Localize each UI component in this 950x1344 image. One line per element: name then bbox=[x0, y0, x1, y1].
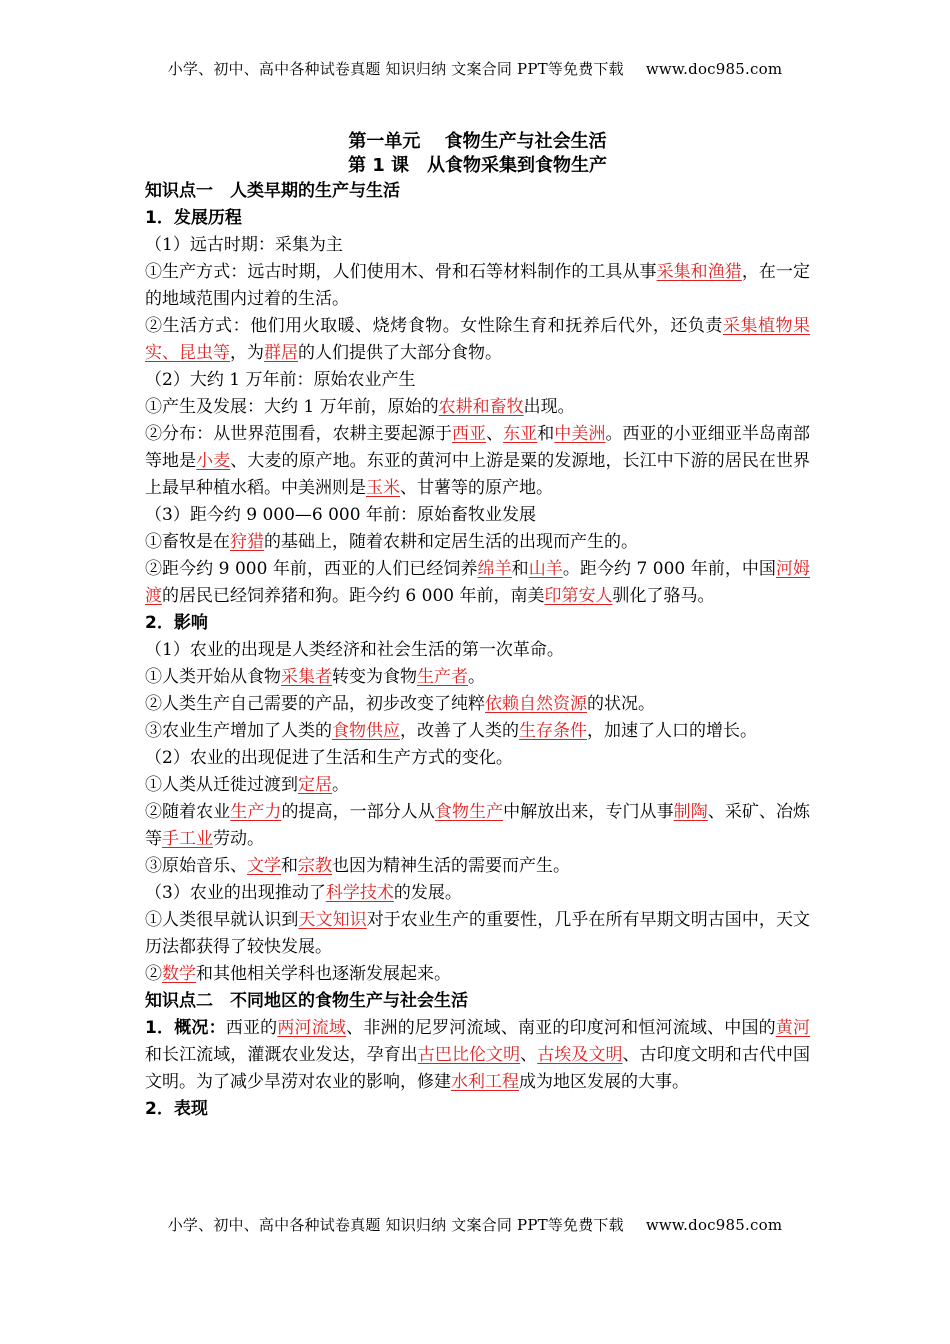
answer-blank: 生存条件 bbox=[519, 721, 587, 741]
para-impact-1: ①人类开始从食物采集者转变为食物生产者。 bbox=[145, 667, 485, 687]
answer-blank: 文学 bbox=[247, 856, 281, 876]
para-science-2: ②数学和其他相关学科也逐渐发展起来。 bbox=[145, 964, 451, 984]
answer-blank: 印第安人 bbox=[544, 586, 613, 606]
answer-blank: 采集植物果实、昆虫等 bbox=[145, 316, 811, 363]
answer-blank: 中美洲 bbox=[554, 424, 606, 444]
answer-blank: 小麦 bbox=[196, 451, 231, 471]
answer-blank: 玉米 bbox=[366, 478, 400, 498]
answer-blank: 两河流域 bbox=[277, 1018, 347, 1038]
answer-blank: 河姆渡 bbox=[145, 559, 811, 606]
answer-blank: 制陶 bbox=[673, 802, 708, 822]
answer-blank: 生产者 bbox=[417, 667, 468, 687]
para-impact-2: ②人类生产自己需要的产品，初步改变了纯粹依赖自然资源的状况。 bbox=[145, 694, 655, 714]
answer-blank: 宗教 bbox=[298, 856, 332, 876]
sub-heading-ancient: （1）远古时期：采集为主 bbox=[145, 235, 343, 255]
para-lifestyle-3: ③原始音乐、文学和宗教也因为精神生活的需要而产生。 bbox=[145, 856, 570, 876]
footer-site: www.doc985.com bbox=[645, 1216, 783, 1234]
answer-blank: 群居 bbox=[264, 343, 298, 363]
answer-blank: 古埃及文明 bbox=[537, 1045, 623, 1065]
answer-blank: 天文知识 bbox=[298, 910, 367, 930]
knowledge-point-1-heading: 知识点一 人类早期的生产与生活 bbox=[145, 181, 400, 201]
answer-blank: 黄河 bbox=[775, 1018, 811, 1038]
answer-blank: 食物生产 bbox=[434, 802, 504, 822]
section-development-heading: 1．发展历程 bbox=[145, 208, 242, 228]
section-manifestation-heading: 2．表现 bbox=[145, 1099, 208, 1119]
page-header bbox=[0, 58, 950, 79]
para-science-1: ①人类很早就认识到天文知识对于农业生产的重要性，几乎在所有早期文明古国中，天文历法都获得了较快发展。 bbox=[145, 910, 811, 957]
header-site: www.doc985.com bbox=[645, 60, 783, 78]
sub-heading-science: （3）农业的出现推动了科学技术的发展。 bbox=[145, 883, 462, 903]
answer-blank: 依赖自然资源 bbox=[485, 694, 587, 714]
para-herding-timeline: ②距今约 9 000 年前，西亚的人们已经饲养绵羊和山羊。距今约 7 000 年前，中国河姆渡的居民已经饲养猪和狗。距今约 6 000 年前，南美印第安人驯化了骆马。 bbox=[145, 559, 811, 606]
answer-blank: 水利工程 bbox=[451, 1072, 519, 1092]
answer-blank: 山羊 bbox=[528, 559, 563, 579]
answer-blank: 采集者 bbox=[281, 667, 332, 687]
sub-heading-lifestyle: （2）农业的出现促进了生活和生产方式的变化。 bbox=[145, 748, 513, 768]
para-herding-origin: ①畜牧是在狩猎的基础上，随着农耕和定居生活的出现而产生的。 bbox=[145, 532, 638, 552]
footer-text: 小学、初中、高中各种试卷真题 知识归纳 文案合同 PPT等免费下载 bbox=[167, 1216, 624, 1234]
section-impact-heading: 2．影响 bbox=[145, 613, 208, 633]
answer-blank: 定居 bbox=[298, 775, 332, 795]
para-lifestyle-2: ②随着农业生产力的提高，一部分人从食物生产中解放出来，专门从事制陶、采矿、冶炼等手工业劳动。 bbox=[145, 802, 811, 849]
answer-blank: 生产力 bbox=[230, 802, 282, 822]
answer-blank: 农耕和畜牧 bbox=[438, 397, 524, 417]
answer-blank: 数学 bbox=[162, 964, 196, 984]
para-overview: 1．概况：西亚的两河流域、非洲的尼罗河流域、南亚的印度河和恒河流域、中国的黄河和长江流域，灌溉农业发达，孕育出古巴比伦文明、古埃及文明、古印度文明和古代中国文明。为了减少旱涝对农业的影响，修建水利工程成为地区发展的大事。 bbox=[145, 1018, 811, 1092]
para-impact-3: ③农业生产增加了人类的食物供应，改善了人类的生存条件，加速了人口的增长。 bbox=[145, 721, 757, 741]
para-production-mode: ①生产方式：远古时期，人们使用木、骨和石等材料制作的工具从事采集和渔猎，在一定的地域范围内过着的生活。 bbox=[145, 262, 811, 309]
para-lifestyle-1: ①人类从迁徙过渡到定居。 bbox=[145, 775, 349, 795]
answer-blank: 古巴比伦文明 bbox=[417, 1045, 521, 1065]
answer-blank: 食物供应 bbox=[332, 721, 400, 741]
unit-title: 第一单元 食物生产与社会生活 bbox=[348, 131, 607, 152]
answer-blank: 东亚 bbox=[503, 424, 538, 444]
sub-heading-revolution: （1）农业的出现是人类经济和社会生活的第一次革命。 bbox=[145, 640, 564, 660]
para-emergence: ①产生及发展：大约 1 万年前，原始的农耕和畜牧出现。 bbox=[145, 397, 575, 417]
para-living-mode: ②生活方式：他们用火取暖、烧烤食物。女性除生育和抚养后代外，还负责采集植物果实、昆虫等，为群居的人们提供了大部分食物。 bbox=[145, 316, 811, 363]
para-distribution: ②分布：从世界范围看，农耕主要起源于西亚、东亚和中美洲。西亚的小亚细亚半岛南部等地是小麦、大麦的原产地。东亚的黄河中上游是粟的发源地，长江中下游的居民在世界上最早种植水稻。中美洲则是玉米、甘薯等的原产地。 bbox=[145, 424, 811, 498]
answer-blank: 西亚 bbox=[451, 424, 487, 444]
lesson-title: 第 1 课 从食物采集到食物生产 bbox=[347, 155, 608, 176]
answer-blank: 采集和渔猎 bbox=[656, 262, 742, 282]
answer-blank: 科学技术 bbox=[325, 883, 394, 903]
document-body bbox=[145, 130, 810, 1123]
answer-blank: 绵羊 bbox=[477, 559, 512, 579]
sub-heading-herding: （3）距今约 9 000—6 000 年前：原始畜牧业发展 bbox=[145, 505, 536, 525]
page-footer bbox=[0, 1214, 950, 1235]
answer-blank: 狩猎 bbox=[230, 532, 264, 552]
header-text: 小学、初中、高中各种试卷真题 知识归纳 文案合同 PPT等免费下载 bbox=[167, 60, 624, 78]
knowledge-point-2-heading: 知识点二 不同地区的食物生产与社会生活 bbox=[145, 991, 468, 1011]
answer-blank: 手工业 bbox=[162, 829, 213, 849]
sub-heading-agriculture: （2）大约 1 万年前：原始农业产生 bbox=[145, 370, 416, 390]
